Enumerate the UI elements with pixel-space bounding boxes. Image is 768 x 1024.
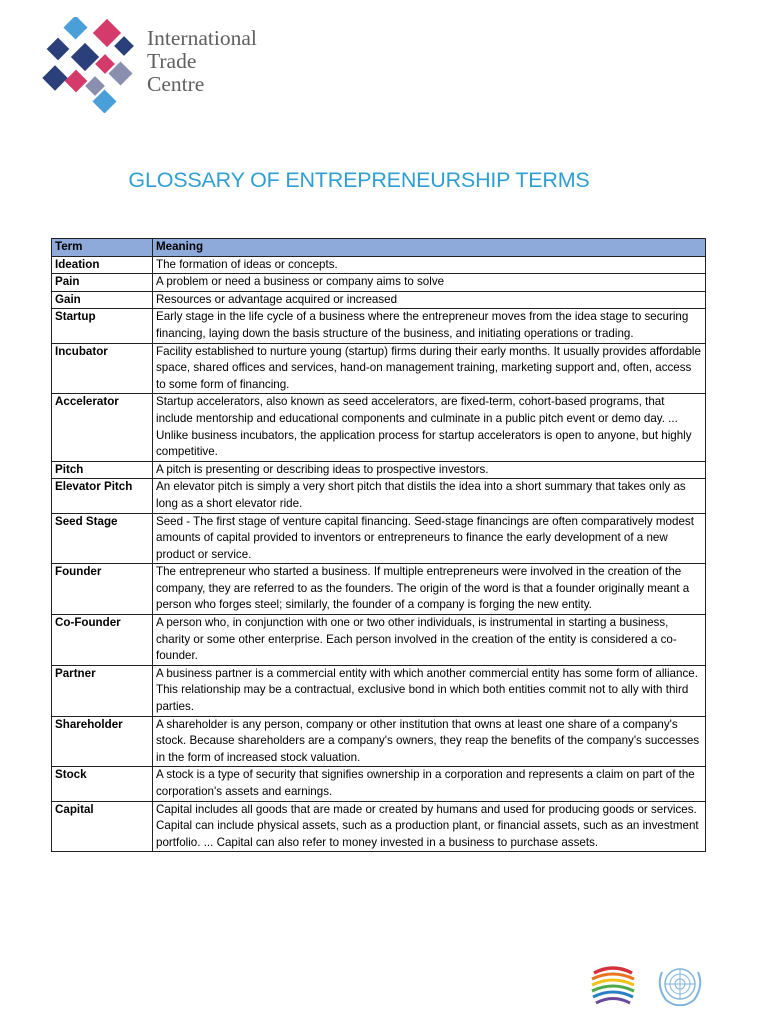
wto-stripe (592, 980, 634, 985)
column-header-meaning: Meaning (153, 239, 706, 257)
logo-square (63, 17, 87, 40)
table-row (52, 564, 706, 615)
meaning-cell: Startup accelerators, also known as seed accelerators, are fixed-term, cohort-based programs, that include mentorship and educational components and culminate in a public pitch event or demo day. ... Unlike business incubators, the application process for startup accelerators is open to anyone, but highly competitive. (153, 394, 706, 461)
table-header-row (52, 239, 706, 257)
table-row (52, 479, 706, 513)
wto-stripe (596, 999, 630, 1004)
logo-square (42, 65, 67, 90)
term-cell: Shareholder (52, 716, 153, 767)
un-emblem-icon (654, 962, 706, 1008)
glossary-table (51, 238, 706, 852)
meaning-cell: A pitch is presenting or describing ideas to prospective investors. (153, 461, 706, 479)
wto-stripe (594, 968, 632, 973)
term-cell: Elevator Pitch (52, 479, 153, 513)
meaning-cell: A person who, in conjunction with one or two other individuals, is instrumental in starting a business, charity or some other enterprise. Each person involved in the creation of the entity is considered a co-founder. (153, 615, 706, 666)
logo-square (71, 43, 99, 71)
term-cell: Seed Stage (52, 513, 153, 564)
term-cell: Partner (52, 665, 153, 716)
table-row (52, 513, 706, 564)
term-cell: Stock (52, 767, 153, 801)
term-cell: Capital (52, 801, 153, 852)
table-row (52, 767, 706, 801)
meaning-cell: A stock is a type of security that signifies ownership in a corporation and represents a claim on part of the corporation's assets and earnings. (153, 767, 706, 801)
itc-wordmark (147, 27, 257, 96)
table-row (52, 665, 706, 716)
meaning-cell: Seed - The first stage of venture capital financing. Seed-stage financings are often comparatively modest amounts of capital provided to inventors or entrepreneurs to finance the early development of a new product or service. (153, 513, 706, 564)
table-row (52, 801, 706, 852)
wto-stripe (592, 986, 634, 991)
org-line-3: Centre (147, 72, 205, 96)
logo-square (114, 36, 134, 56)
term-cell: Pitch (52, 461, 153, 479)
meaning-cell: An elevator pitch is simply a very short pitch that distils the idea into a short summary that takes only as long as a short elevator ride. (153, 479, 706, 513)
term-cell: Ideation (52, 256, 153, 274)
term-cell: Startup (52, 309, 153, 343)
meaning-cell: A problem or need a business or company aims to solve (153, 274, 706, 292)
table-row (52, 256, 706, 274)
meaning-cell: A shareholder is any person, company or other institution that owns at least one share of a company's stock. Because shareholders are a company's owners, they reap the benefits of the company's successes in the form of increased stock valuation. (153, 716, 706, 767)
logo-square (65, 70, 88, 93)
term-cell: Pain (52, 274, 153, 292)
term-cell: Founder (52, 564, 153, 615)
logo-square (93, 19, 121, 47)
meaning-cell: The formation of ideas or concepts. (153, 256, 706, 274)
table-row (52, 461, 706, 479)
logo-squares (42, 17, 134, 113)
org-line-2: Trade (147, 49, 197, 73)
meaning-cell: A business partner is a commercial entity with which another commercial entity has some form of alliance. This relationship may be a contractual, exclusive bond in which both entities commit not to ally with third parties. (153, 665, 706, 716)
table-row (52, 343, 706, 394)
table-row (52, 615, 706, 666)
table-row (52, 394, 706, 461)
logo-square (47, 38, 70, 61)
table-row (52, 716, 706, 767)
wto-stripe (592, 974, 634, 979)
meaning-cell: Capital includes all goods that are made or created by humans and used for producing goods or services. Capital can include physical assets, such as a production plant, or financial assets, such as an investment portfolio. ... Capital can also refer to money invested in a business to purchase assets. (153, 801, 706, 852)
glossary-body (52, 256, 706, 852)
meaning-cell: Early stage in the life cycle of a business where the entrepreneur moves from the idea stage to securing financing, laying down the basis structure of the business, and initiating operations or trading. (153, 309, 706, 343)
meaning-cell: Facility established to nurture young (startup) firms during their early months. It usually provides affordable space, shared offices and services, hand-on management training, marketing support and, often, access to some form of financing. (153, 343, 706, 394)
term-cell: Gain (52, 291, 153, 309)
table-row (52, 291, 706, 309)
meaning-cell: Resources or advantage acquired or increased (153, 291, 706, 309)
meaning-cell: The entrepreneur who started a business. If multiple entrepreneurs were involved in the creation of the company, they are referred to as the founders. The origin of the word is that a founder originally meant a person who forges steel; similarly, the founder of a company is forging the new entity. (153, 564, 706, 615)
table-row (52, 309, 706, 343)
column-header-term: Term (52, 239, 153, 257)
wto-emblem-icon (588, 965, 638, 1007)
org-line-1: International (147, 26, 257, 50)
table-row (52, 274, 706, 292)
term-cell: Incubator (52, 343, 153, 394)
wto-stripe (593, 992, 633, 997)
term-cell: Co-Founder (52, 615, 153, 666)
itc-logo-mark-icon (42, 17, 138, 113)
itc-logo (42, 17, 282, 113)
document-title: GLOSSARY OF ENTREPRENEURSHIP TERMS (128, 168, 590, 192)
term-cell: Accelerator (52, 394, 153, 461)
